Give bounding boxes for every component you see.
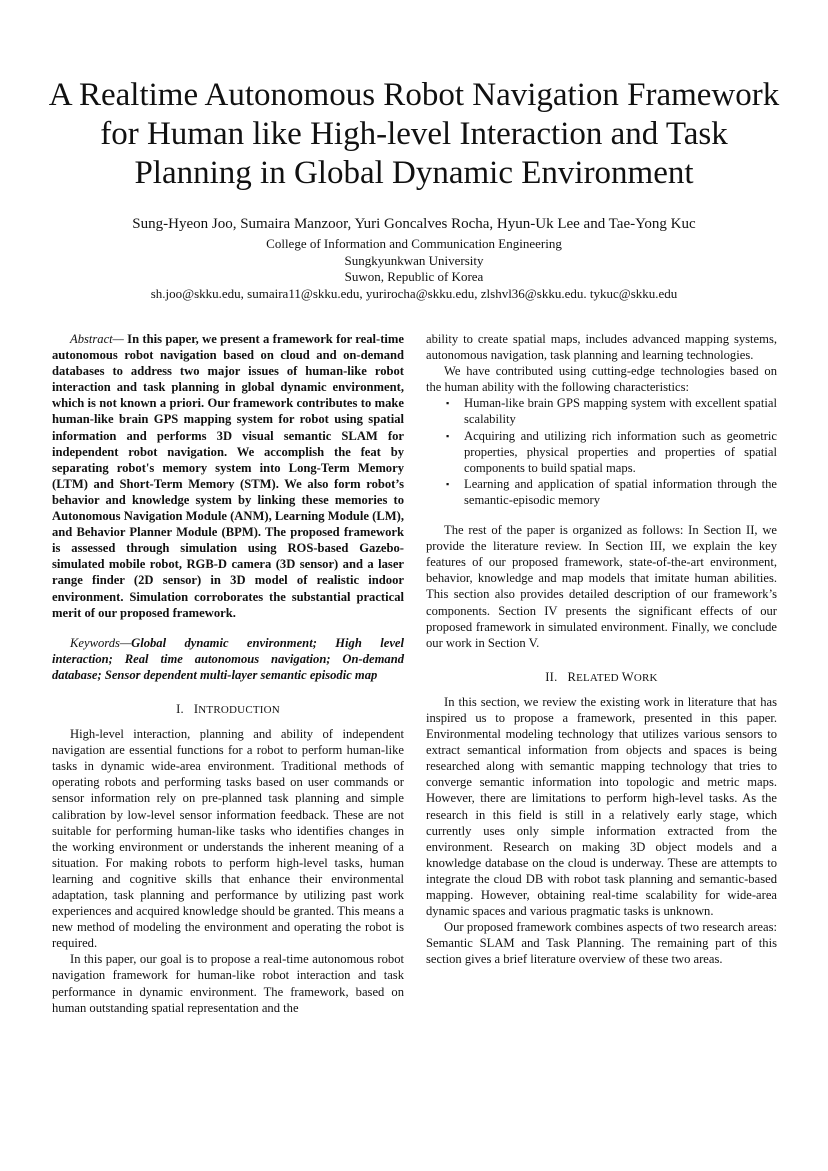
related-paragraph-2: Our proposed framework combines aspects of two research areas: Semantic SLAM and Task Planning. The remaining part of this section gives a brief literature overview of these two areas.	[426, 920, 777, 967]
bullet-icon: ▪	[446, 398, 450, 409]
intro-paragraph-2-text-cont: . The framework, based on human outstanding spatial representation and the	[52, 984, 404, 1015]
section-heading-related-work	[426, 669, 777, 686]
characteristics-list	[426, 395, 777, 508]
abstract	[52, 331, 404, 621]
list-item-text: Acquiring and utilizing rich information such as geometric properties, physical properties and properties of spatial components to build spatial maps.	[464, 428, 777, 475]
right-column	[426, 331, 777, 967]
section-heading-introduction	[52, 701, 404, 718]
intro-paragraph-4: The rest of the paper is organized as follows: In Section II, we provide the literature review. In Section III, we explain the key features of our proposed framework, state-of-the-art environment, behavior, knowledge and map models that imitate human abilities. This section also provides detailed description of our framework’s components. Section IV presents the significant effects of our proposed framework in simulated environment. Finally, we conclude our work in Section V.	[426, 523, 777, 650]
author-list: Sung-Hyeon Joo, Sumaira Manzoor, Yuri Goncalves Rocha, Hyun-Uk Lee and Tae-Yong Kuc	[132, 216, 696, 232]
left-column	[52, 331, 404, 1016]
bullet-icon: ▪	[446, 430, 450, 441]
keywords-lead: Keywords—	[70, 635, 132, 650]
affiliation-emails: sh.joo@skku.edu, sumaira11@skku.edu, yurirocha@skku.edu, zlshvl36@skku.edu. tykuc@skku.edu	[150, 285, 678, 301]
keywords-text: Global dynamic environment; High level interaction; Real time autonomous navigation; On-demand database; Sensor dependent multi-layer semantic episodic map	[52, 635, 404, 682]
list-item	[446, 476, 777, 508]
section-number: II.	[545, 669, 558, 684]
intro-paragraph-2-continued: ability to create spatial maps, includes advanced mapping systems, autonomous navigation, task planning and learning technologies.	[426, 332, 777, 363]
related-paragraph-1: In this section, we review the existing work in literature that has inspired us to propose a framework, presented in this paper. Environmental modeling technology that utilizes various sensors to extract semantical information from objects and spaces is being researched along with semantic mapping technology that tries to converge semantic information into topologic and metric maps. However, there are limitations to perform high-level tasks. As the research in this field is still in a relatively early stage, which currently uses only simple information extracted from the environment. Research on making 3D object models and a knowledge database on the cloud is underway. These are attempts to integrate the cloud DB with robot task planning and semantic-based mapping. However, obtaining real-time scalability for wide-area dynamic spaces and various pragmatic tasks is unknown.	[426, 694, 777, 919]
list-item	[446, 428, 777, 476]
intro-paragraph-2	[52, 951, 404, 1015]
section-title-initial: R	[567, 669, 577, 684]
affiliation-university: Sungkyunkwan University	[344, 252, 484, 268]
list-item-text: Learning and application of spatial information through the semantic-episodic memory	[464, 476, 777, 507]
intro-paragraph-3: We have contributed using cutting-edge technologies based on the human ability with the following characteristics:	[426, 364, 777, 395]
section-title-initial-2: W	[621, 669, 634, 684]
section-title-rest-2: ORK	[633, 671, 658, 684]
section-title-initial: I	[193, 701, 199, 716]
list-item	[446, 395, 777, 427]
intro-paragraph-1: High-level interaction, planning and ability of independent navigation are essential functions for a robot to perform human-like tasks in dynamic wide-area environment. Traditional methods of operating robots and performing tasks based on user commands or sensor information rely on pre-planned task planning and simple calibration by low-level sensor information feedback. These are not suitable for performing human-like tasks who identifies changes in the working environment or understands the inherent meaning of a situation. For making robots to perform high-level tasks, human learning and cognitive skills that enhance their environmental adaptation, task planning and performance by utilizing past work experiences and acquired knowledge should be granted. This means a new method of modeling the environment and operating the robot is required.	[52, 727, 404, 951]
affiliation-college: College of Information and Communication Engineering	[266, 236, 562, 251]
abstract-text: In this paper, we present a framework for real-time autonomous robot navigation based on cloud and on-demand databases to address two major issues of human-like robot interaction and task planning in global dynamic environment, which is not known a priori. Our framework contributes to make human-like brain GPS mapping system for robot using spatial information and performs 3D visual semantic SLAM for independent robot navigation. We accomplish the feat by separating robot's memory system into Long-Term Memory (LTM) and Short-Term Memory (STM). We also form robot’s behavior and knowledge system by linking these memories to Autonomous Navigation Module (ANM), Learning Module (LM), and Behavior Planner Module (BPM). The proposed framework is assessed through simulation using ROS-based Gazebo-simulated mobile robot, RGB-D camera (3D sensor) and a laser range finder (2D sensor) in 3D model of realistic indoor environment. Simulation corroborates the substantial practical merit of our proposed framework.	[52, 332, 404, 620]
section-title-rest: NTRODUCTION	[198, 703, 280, 716]
abstract-lead: Abstract—	[70, 332, 124, 346]
list-item-text: Human-like brain GPS mapping system with excellent spatial scalability	[464, 396, 777, 427]
intro-paragraph-2-text: In this paper, our goal is to propose a real-time autonomous robot navigation framework for human-like robot interaction and task performance in dynamic environment	[52, 952, 404, 999]
keywords	[52, 635, 404, 683]
paper-title: A Realtime Autonomous Robot Navigation Framework for Human like High-level Interaction and Task Planning in Global Dynamic Environment	[48, 77, 780, 191]
affiliation-block	[40, 236, 788, 302]
section-title-rest: ELATED	[576, 671, 622, 684]
section-number: I.	[176, 701, 184, 716]
bullet-icon: ▪	[446, 478, 450, 489]
affiliation-location: Suwon, Republic of Korea	[344, 269, 484, 285]
